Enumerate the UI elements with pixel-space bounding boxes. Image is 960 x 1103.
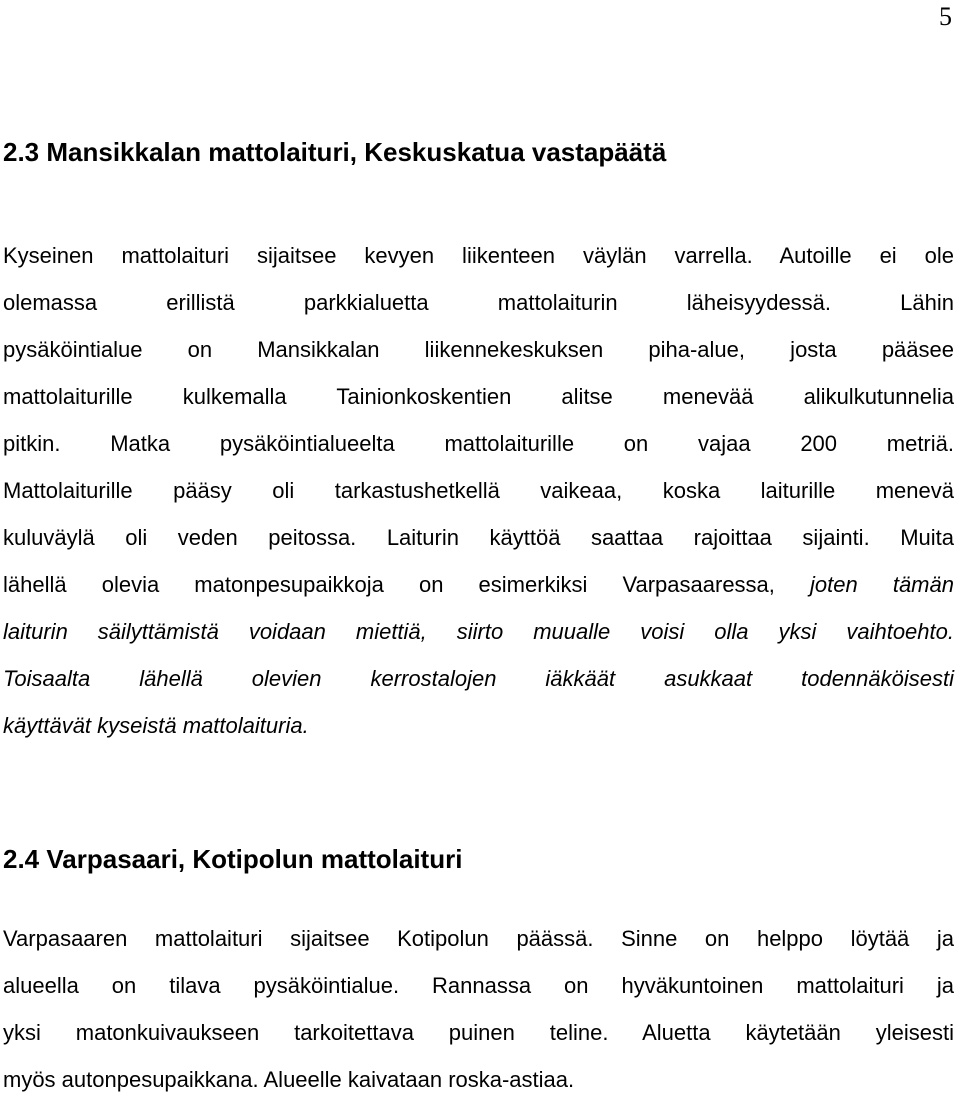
italic-text: joten tämän: [810, 572, 954, 597]
paragraph-line: Mattolaiturille pääsy oli tarkastushetkellä vaikeaa, koska laiturille menevä: [3, 478, 954, 503]
paragraph-line: pitkin. Matka pysäköintialueelta mattolaiturille on vajaa 200 metriä.: [3, 431, 954, 456]
paragraph-line: alueella on tilava pysäköintialue. Rannassa on hyväkuntoinen mattolaituri ja: [3, 973, 954, 998]
section-paragraph-varpasaari: [3, 915, 954, 1103]
paragraph-line-italic: [3, 608, 954, 655]
paragraph-line-mixed: [3, 561, 954, 608]
paragraph-line: yksi matonkuivaukseen tarkoitettava puinen teline. Aluetta käytetään yleisesti: [3, 1020, 954, 1045]
italic-text: laiturin säilyttämistä voidaan miettiä, siirto muualle voisi olla yksi vaihtoehto.: [3, 619, 954, 644]
paragraph-line: kuluväylä oli veden peitossa. Laiturin käyttöä saattaa rajoittaa sijainti. Muita: [3, 525, 954, 550]
paragraph-line: pysäköintialue on Mansikkalan liikennekeskuksen piha-alue, josta pääsee: [3, 337, 954, 362]
paragraph-text: lähellä olevia matonpesupaikkoja on esimerkiksi Varpasaaressa,: [3, 572, 775, 597]
section-paragraph-mansikkala: [3, 232, 954, 749]
page-number: 5: [939, 2, 952, 31]
section-heading-mansikkala: 2.3 Mansikkalan mattolaituri, Keskuskatua vastapäätä: [3, 137, 667, 167]
italic-text: Toisaalta lähellä olevien kerrostalojen iäkkäät asukkaat todennäköisesti: [3, 666, 954, 691]
paragraph-line: Kyseinen mattolaituri sijaitsee kevyen liikenteen väylän varrella. Autoille ei ole: [3, 243, 954, 268]
section-heading-varpasaari: 2.4 Varpasaari, Kotipolun mattolaituri: [3, 844, 463, 874]
italic-text: käyttävät kyseistä mattolaituria.: [3, 713, 309, 738]
paragraph-line-italic: [3, 702, 954, 749]
paragraph-line: mattolaiturille kulkemalla Tainionkoskentien alitse menevää alikulkutunnelia: [3, 384, 954, 409]
paragraph-line-italic: [3, 655, 954, 702]
paragraph-line: myös autonpesupaikkana. Alueelle kaivataan roska-astiaa.: [3, 1067, 575, 1092]
paragraph-line: olemassa erillistä parkkialuetta mattolaiturin läheisyydessä. Lähin: [3, 290, 954, 315]
paragraph-line: Varpasaaren mattolaituri sijaitsee Kotipolun päässä. Sinne on helppo löytää ja: [3, 926, 954, 951]
